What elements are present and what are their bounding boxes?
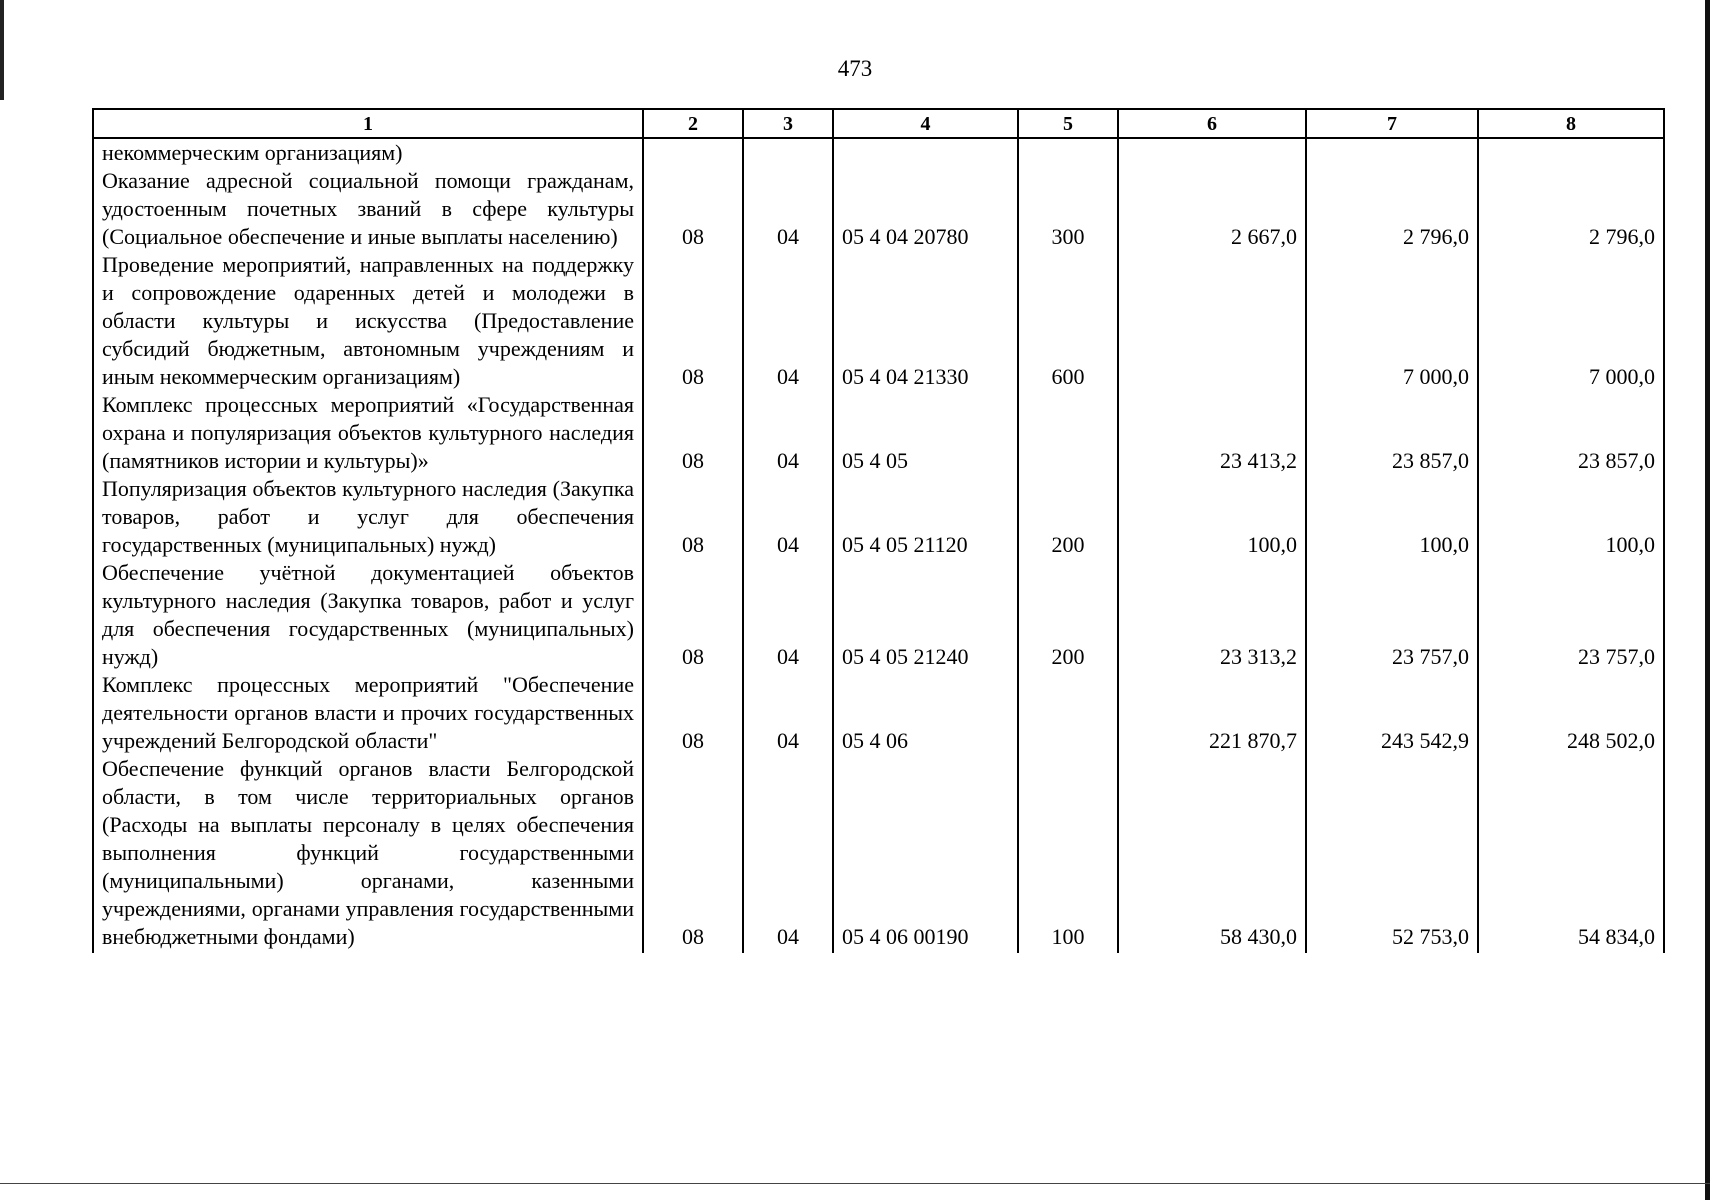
row-amount-col6: [1118, 251, 1306, 391]
row-subsection: 04: [743, 475, 833, 559]
row-name: Обеспечение функций органов власти Белгородской области, в том числе территориальных органов (Расходы на выплаты персоналу в целях обеспечения выполнения функций государственными (муниципальными) органами, казенными учреждениями, органами управления государственными внебюджетными фондами): [93, 755, 643, 953]
table-row: [93, 559, 1664, 671]
row-amount-col6: 58 430,0: [1118, 755, 1306, 953]
table-body: [93, 138, 1664, 953]
row-amount-col8: 23 857,0: [1478, 391, 1664, 475]
row-amount-col8: 248 502,0: [1478, 671, 1664, 755]
row-amount-col7: 52 753,0: [1306, 755, 1478, 953]
table-row: [93, 391, 1664, 475]
table-row: [93, 671, 1664, 755]
table-row: [93, 167, 1664, 251]
row-amount-col6: 23 313,2: [1118, 559, 1306, 671]
row-expense-type: [1018, 138, 1118, 167]
row-amount-col7: 2 796,0: [1306, 167, 1478, 251]
row-amount-col7: 23 757,0: [1306, 559, 1478, 671]
row-name: Оказание адресной социальной помощи гражданам, удостоенным почетных званий в сфере культуры (Социальное обеспечение и иные выплаты населению): [93, 167, 643, 251]
header-col-2: 2: [643, 109, 743, 138]
table-header: [93, 109, 1664, 138]
row-subsection: 04: [743, 391, 833, 475]
row-target-code: 05 4 05: [833, 391, 1018, 475]
page-number: 473: [837, 56, 873, 81]
row-target-code: 05 4 06 00190: [833, 755, 1018, 953]
row-amount-col7: 23 857,0: [1306, 391, 1478, 475]
row-subsection: 04: [743, 755, 833, 953]
row-amount-col8: 23 757,0: [1478, 559, 1664, 671]
header-col-6: 6: [1118, 109, 1306, 138]
header-col-5: 5: [1018, 109, 1118, 138]
scan-edge-right: [1705, 0, 1710, 1200]
header-col-3: 3: [743, 109, 833, 138]
row-section: 08: [643, 671, 743, 755]
row-expense-type: [1018, 391, 1118, 475]
row-section: 08: [643, 167, 743, 251]
row-amount-col7: [1306, 138, 1478, 167]
row-subsection: 04: [743, 167, 833, 251]
header-col-7: 7: [1306, 109, 1478, 138]
row-name: Популяризация объектов культурного наследия (Закупка товаров, работ и услуг для обеспечения государственных (муниципальных) нужд): [93, 475, 643, 559]
row-expense-type: 200: [1018, 559, 1118, 671]
row-expense-type: [1018, 671, 1118, 755]
header-col-1: 1: [93, 109, 643, 138]
row-section: 08: [643, 755, 743, 953]
header-col-8: 8: [1478, 109, 1664, 138]
row-section: [643, 138, 743, 167]
row-name: Проведение мероприятий, направленных на поддержку и сопровождение одаренных детей и молодежи в области культуры и искусства (Предоставление субсидий бюджетным, автономным учреждениям и иным некоммерческим организациям): [93, 251, 643, 391]
row-name: Обеспечение учётной документацией объектов культурного наследия (Закупка товаров, работ и услуг для обеспечения государственных (муниципальных) нужд): [93, 559, 643, 671]
row-amount-col8: 100,0: [1478, 475, 1664, 559]
row-amount-col6: 2 667,0: [1118, 167, 1306, 251]
row-expense-type: 100: [1018, 755, 1118, 953]
table-row: [93, 251, 1664, 391]
scan-edge-left: [0, 0, 4, 100]
budget-table: [92, 108, 1665, 953]
table-row: [93, 475, 1664, 559]
row-target-code: 05 4 04 21330: [833, 251, 1018, 391]
row-expense-type: 600: [1018, 251, 1118, 391]
row-amount-col6: 221 870,7: [1118, 671, 1306, 755]
table-row: [93, 138, 1664, 167]
row-section: 08: [643, 391, 743, 475]
row-amount-col7: 100,0: [1306, 475, 1478, 559]
row-amount-col8: 2 796,0: [1478, 167, 1664, 251]
row-subsection: 04: [743, 671, 833, 755]
row-name: Комплекс процессных мероприятий «Государственная охрана и популяризация объектов культурного наследия (памятников истории и культуры)»: [93, 391, 643, 475]
row-amount-col6: 100,0: [1118, 475, 1306, 559]
row-section: 08: [643, 475, 743, 559]
row-amount-col6: 23 413,2: [1118, 391, 1306, 475]
row-amount-col7: 243 542,9: [1306, 671, 1478, 755]
row-amount-col8: 54 834,0: [1478, 755, 1664, 953]
row-subsection: 04: [743, 559, 833, 671]
row-target-code: 05 4 04 20780: [833, 167, 1018, 251]
header-row: [93, 109, 1664, 138]
row-amount-col7: 7 000,0: [1306, 251, 1478, 391]
table-row: [93, 755, 1664, 953]
scan-edge-bottom: [0, 1183, 1710, 1184]
row-amount-col6: [1118, 138, 1306, 167]
row-expense-type: 200: [1018, 475, 1118, 559]
header-col-4: 4: [833, 109, 1018, 138]
row-amount-col8: [1478, 138, 1664, 167]
row-section: 08: [643, 559, 743, 671]
row-amount-col8: 7 000,0: [1478, 251, 1664, 391]
row-target-code: [833, 138, 1018, 167]
row-name: Комплекс процессных мероприятий "Обеспечение деятельности органов власти и прочих государственных учреждений Белгородской области": [93, 671, 643, 755]
row-target-code: 05 4 05 21120: [833, 475, 1018, 559]
row-section: 08: [643, 251, 743, 391]
row-target-code: 05 4 05 21240: [833, 559, 1018, 671]
row-target-code: 05 4 06: [833, 671, 1018, 755]
row-subsection: 04: [743, 251, 833, 391]
row-name: некоммерческим организациям): [93, 138, 643, 167]
row-subsection: [743, 138, 833, 167]
row-expense-type: 300: [1018, 167, 1118, 251]
